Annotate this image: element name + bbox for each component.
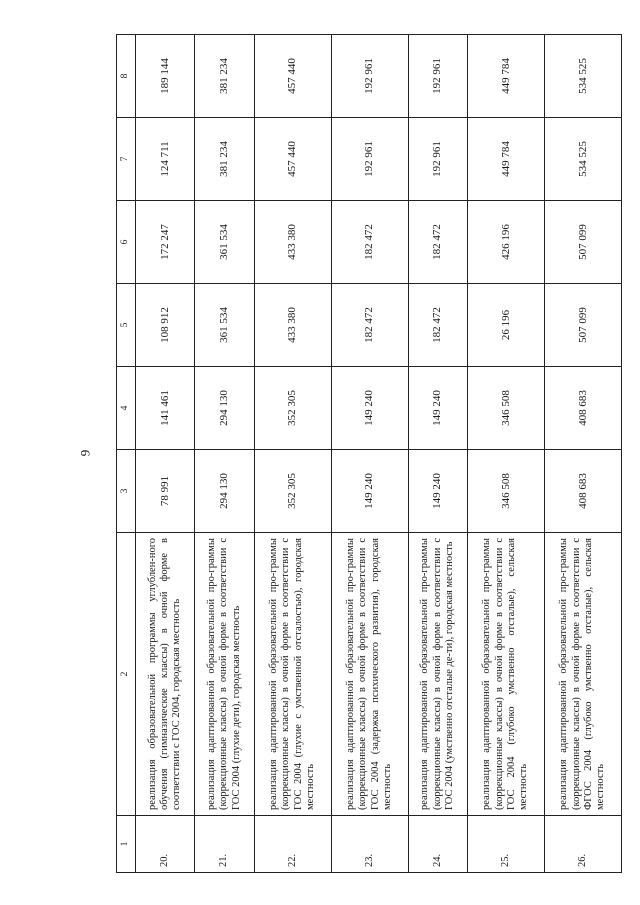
value-cell: 361 534 [195,201,254,284]
row-description: реализация адаптированной образовательной про-граммы (коррекционные классы) в очной форме в соответствии с ГОС 2004 (глухие дети), городская местность [195,533,254,816]
row-number: 25. [468,816,545,873]
header-cell: 4 [117,367,136,450]
value-cell: 507 099 [545,201,622,284]
value-cell: 182 472 [331,201,408,284]
value-cell: 26 196 [468,284,545,367]
row-number: 26. [545,816,622,873]
header-cell: 5 [117,284,136,367]
row-number: 23. [331,816,408,873]
row-number: 21. [195,816,254,873]
value-cell: 189 144 [136,35,195,118]
value-cell: 182 472 [408,201,467,284]
value-cell: 433 380 [254,284,331,367]
value-cell: 294 130 [195,450,254,533]
page-number [76,0,94,905]
header-cell: 1 [117,816,136,873]
table-row [195,35,254,873]
value-cell: 141 461 [136,367,195,450]
value-cell: 381 234 [195,118,254,201]
table-row [468,35,545,873]
value-cell: 172 247 [136,201,195,284]
header-cell: 3 [117,450,136,533]
value-cell: 426 196 [468,201,545,284]
row-description: реализация адаптированной образовательной про-граммы (коррекционные классы) в очной форме в соответствии с ГОС 2004 (глухие с умственной отсталостью), городская местность [254,533,331,816]
value-cell: 352 305 [254,367,331,450]
row-description: реализация адаптированной образовательной про-граммы (коррекционные классы) в очной форме в соответствии с ГОС 2004 (глубоко умственно отсталые), сельская местность [468,533,545,816]
value-cell: 149 240 [408,450,467,533]
value-cell: 192 961 [331,118,408,201]
value-cell: 192 961 [331,35,408,118]
table-row [254,35,331,873]
value-cell: 78 991 [136,450,195,533]
rotated-table-container [116,35,622,873]
row-number: 22. [254,816,331,873]
value-cell: 149 240 [331,450,408,533]
value-cell: 361 534 [195,284,254,367]
row-description: реализация образовательной программы углублен-ного обучения (гимназические классы) в очной форме в соответствии с ГОС 2004, городская местность [136,533,195,816]
row-description: реализация адаптированной образовательной про-граммы (коррекционные классы) в очной форме в соответствии с ГОС 2004 (задержка психического развития), городская местность [331,533,408,816]
table-wrapper [116,35,622,873]
row-description: реализация адаптированной образовательной про-граммы (коррекционные классы) в очной форме в соответствии с ГОС 2004 (умственно отсталые де-ти), городская местность [408,533,467,816]
value-cell: 507 099 [545,284,622,367]
header-cell: 2 [117,533,136,816]
value-cell: 433 380 [254,201,331,284]
value-cell: 408 683 [545,450,622,533]
header-cell: 8 [117,35,136,118]
table-row [331,35,408,873]
table-row [408,35,467,873]
row-number: 24. [408,816,467,873]
value-cell: 408 683 [545,367,622,450]
table-row [545,35,622,873]
value-cell: 182 472 [408,284,467,367]
value-cell: 149 240 [408,367,467,450]
value-cell: 534 525 [545,118,622,201]
value-cell: 449 784 [468,35,545,118]
row-description: реализация адаптированной образовательной про-граммы (коррекционные классы) в очной форме в соответствии с ФГОС 2004 (глубоко умственно отсталые), сельская местность [545,533,622,816]
table-header-row [117,35,136,873]
value-cell: 534 525 [545,35,622,118]
value-cell: 192 961 [408,118,467,201]
value-cell: 457 440 [254,118,331,201]
value-cell: 457 440 [254,35,331,118]
table-row [136,35,195,873]
value-cell: 149 240 [331,367,408,450]
value-cell: 108 912 [136,284,195,367]
header-cell: 6 [117,201,136,284]
header-cell: 7 [117,118,136,201]
value-cell: 346 508 [468,367,545,450]
value-cell: 352 305 [254,450,331,533]
page-number-text: 9 [77,449,92,456]
value-cell: 449 784 [468,118,545,201]
data-table [116,34,622,873]
value-cell: 124 711 [136,118,195,201]
value-cell: 346 508 [468,450,545,533]
value-cell: 182 472 [331,284,408,367]
value-cell: 381 234 [195,35,254,118]
row-number: 20. [136,816,195,873]
value-cell: 192 961 [408,35,467,118]
value-cell: 294 130 [195,367,254,450]
